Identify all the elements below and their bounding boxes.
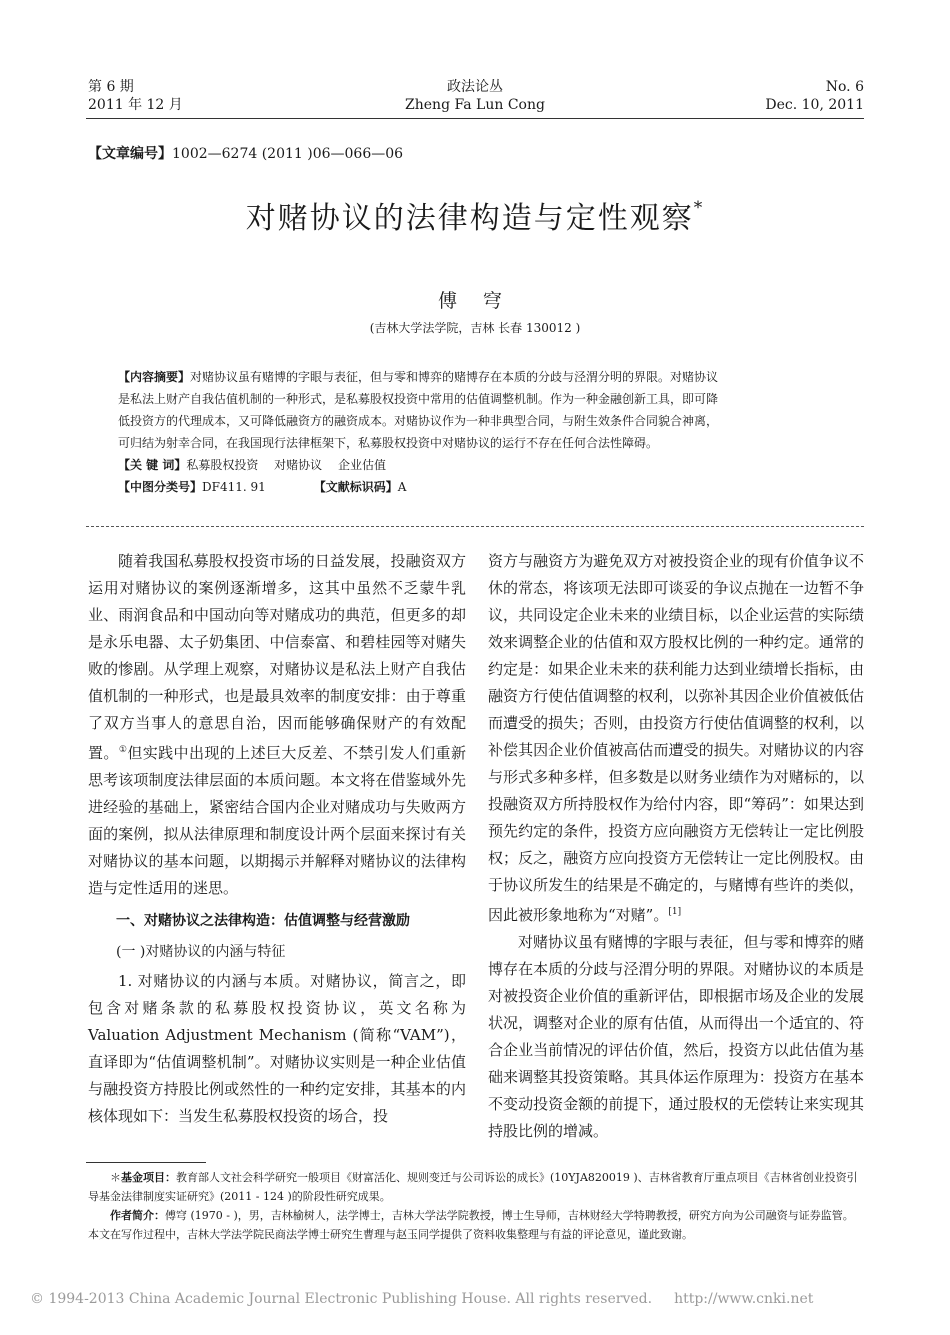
- section-heading: 一、对赌协议之法律构造：估值调整与经营激励: [116, 913, 410, 929]
- header-issue-en: No. 6: [825, 79, 864, 95]
- copyright-text: © 1994-2013 China Academic Journal Electronic Publishing House. All rights reserved.: [30, 1291, 653, 1307]
- copyright-footer: [30, 1291, 835, 1307]
- doc-code-label: 【文献标识码】: [313, 480, 398, 494]
- fund-footnote: ＊基金项目：教育部人文社会科学研究一般项目《财富活化、规则变迁与公司诉讼的成长》(10YJA820019 )、吉林省教育厅重点项目《吉林省创业投资引导基金法律制度实证研究》(2011 - 124 )的阶段性研究成果。: [88, 1171, 858, 1203]
- title-footnote-mark: *: [693, 198, 705, 218]
- title-text: 对赌协议的法律构造与定性观察: [245, 201, 694, 236]
- doc-code-value: A: [397, 480, 407, 494]
- author-affiliation: (吉林大学法学院，吉林 长春 130012 ): [369, 321, 581, 335]
- abstract-line-4: 可归结为射幸合同，在我国现行法律框架下，私募股权投资中对赌协议的运行不存在任何合法性障碍。: [118, 436, 659, 450]
- clc-value: DF411. 91: [202, 480, 266, 494]
- journal-name-cn: 政法论丛: [447, 79, 503, 95]
- abstract-line-3: 低投资方的代理成本，又可降低融资方的融资成本。对赌协议作为一种非典型合同，与附生效条件合同貌合神离，: [118, 414, 719, 428]
- article-number-label: 【文章编号】: [88, 146, 172, 162]
- body-column-right: [488, 548, 864, 1145]
- body-paragraph: 资方与融资方为避免双方对被投资企业的现有价值争议不休的常态，将该项无法即可谈妥的争议点抛在一边暂不争议，共同设定企业未来的业绩目标，以企业运营的实际绩效来调整企业的估值和双方股权比例的一种约定。通常的约定是：如果企业未来的获利能力达到业绩增长指标，由融资方行使估值调整的权利，以弥补其因企业价值被低估而遭受的损失；否则，由投资方行使估值调整的权利，以补偿其因企业价值被高估而遭受的损失。对赌协议的内容与形式多种多样，但多数是以财务业绩作为对赌标的，以投融资双方所持股权作为给付内容，即“筹码”：如果达到预先约定的条件，投资方应向融资方无偿转让一定比例股权；反之，融资方应向投资方无偿转让一定比例股权。由于协议所发生的结果是不确定的，与赌博有些许的类似，因此被形象地称为“对赌”。[1]: [488, 552, 864, 924]
- subsection-heading: (一 )对赌协议的内涵与特征: [116, 944, 286, 960]
- header-date-en: Dec. 10, 2011: [765, 97, 864, 113]
- body-paragraph: 1. 对赌协议的内涵与本质。对赌协议，简言之，即包含对赌条款的私募股权投资协议，英文名称为 Valuation Adjustment Mechanism (简称“VAM”)，直译即为“估值调整机制”。对赌协议实则是一种企业估值与融投资方持股比例或然性的一种约定安排，其基本的内核体现如下：当发生私募股权投资的场合，投: [88, 972, 466, 1125]
- author-name: 傅 穹: [437, 290, 513, 312]
- article-number-value: 1002—6274 (2011 )06—066—06: [172, 146, 404, 162]
- abstract-separator: [86, 526, 864, 527]
- journal-name-pinyin: Zheng Fa Lun Cong: [405, 97, 545, 113]
- clc-label: 【中图分类号】: [118, 480, 203, 494]
- body-column-left: [88, 548, 466, 1130]
- classification-line: [118, 476, 834, 498]
- keywords-label: 【关 键 词】: [118, 458, 187, 472]
- journal-name: [375, 78, 575, 114]
- body-paragraph: 对赌协议虽有赌博的字眼与表征，但与零和博弈的赌博存在本质的分歧与泾渭分明的界限。对赌协议的本质是对被投资企业价值的重新评估，即根据市场及企业的发展状况，调整对企业的原有估值，从而得出一个适宜的、符合企业当前情况的评估价值，然后，投资方以此估值为基础来调整其投资策略。其具体运作原理为：投资方在基本不变动投资金额的前提下，通过股权的无偿转让来实现其持股比例的增减。: [488, 933, 864, 1140]
- footnote-rule: [86, 1162, 206, 1163]
- header-rule: [86, 118, 864, 119]
- body-paragraph: 随着我国私募股权投资市场的日益发展，投融资双方运用对赌协议的案例逐渐增多，这其中虽然不乏蒙牛乳业、雨润食品和中国动向等对赌成功的典范，但更多的却是永乐电器、太子奶集团、中信泰富、和碧桂园等对赌失败的惨剧。从学理上观察，对赌协议是私法上财产自我估值机制的一种形式，也是最具效率的制度安排：由于尊重了双方当事人的意思自治，因而能够确保财产的有效配置。①但实践中出现的上述巨大反差、不禁引发人们重新思考该项制度法律层面的本质问题。本文将在借鉴域外先进经验的基础上，紧密结合国内企业对赌成功与失败两方面的案例，拟从法律原理和制度设计两个层面来探讨有关对赌协议的基本问题，以期揭示并解释对赌协议的法律构造与定性适用的迷思。: [88, 552, 466, 897]
- abstract-label: 【内容摘要】: [118, 370, 191, 384]
- header-issue-left: [88, 78, 183, 114]
- author-bio-label: 作者简介：: [110, 1209, 165, 1222]
- article-number: [88, 143, 403, 163]
- abstract-line-1: 【内容摘要】对赌协议虽有赌博的字眼与表征，但与零和博弈的赌博存在本质的分歧与泾渭分明的界限。对赌协议: [118, 370, 719, 384]
- fund-label: 基金项目：: [121, 1171, 176, 1184]
- abstract-line-2: 是私法上财产自我估值机制的一种形式，是私募股权投资中常用的估值调整机制。作为一种金融创新工具，即可降: [118, 392, 719, 406]
- footnotes: [88, 1168, 864, 1244]
- abstract-block: [118, 366, 834, 498]
- header-date: 2011 年 12 月: [88, 97, 183, 113]
- citation-ref: [1]: [668, 907, 682, 917]
- page-title: [0, 193, 950, 237]
- author-footnote: 作者简介：傅穹 (1970 - )，男，吉林榆树人，法学博士，吉林大学法学院教授，博士生导师，吉林财经大学特聘教授，研究方向为公司融资与证券监管。本文在写作过程中，吉林大学法学院民商法学博士研究生曹理与赵玉同学提供了资料收集整理与有益的评论意见，谨此致谢。: [88, 1209, 854, 1241]
- fund-mark: ＊: [110, 1171, 121, 1184]
- header-issue: 第 6 期: [88, 79, 134, 95]
- keywords-value: 私募股权投资 对赌协议 企业估值: [186, 458, 386, 472]
- footnote-ref: ①: [118, 745, 128, 755]
- header-issue-right: [765, 78, 864, 114]
- keywords-line: [118, 454, 834, 476]
- footer-link[interactable]: http://www.cnki.net: [674, 1291, 814, 1307]
